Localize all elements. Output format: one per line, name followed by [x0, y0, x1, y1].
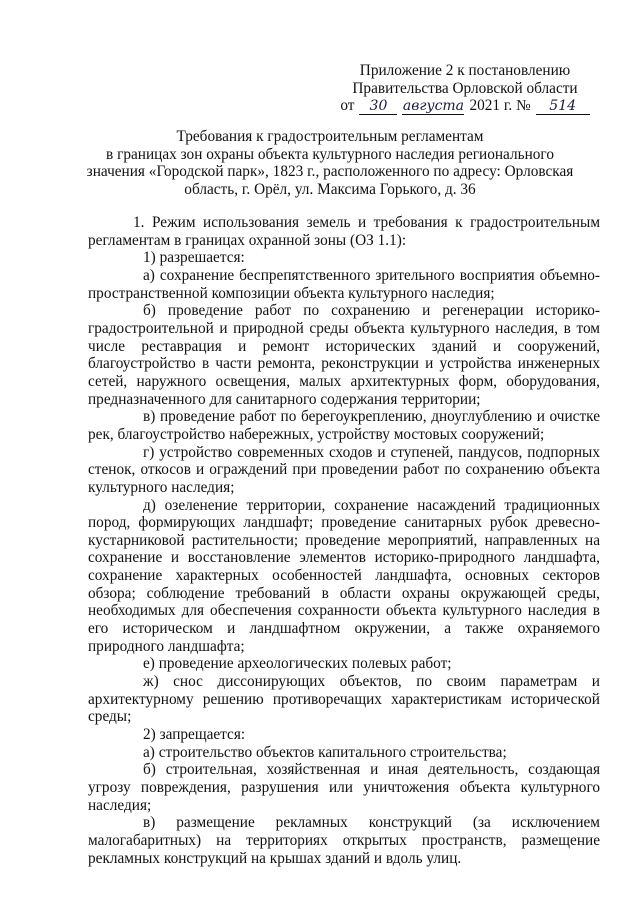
paragraph-allowed-d: д) озеленение территории, сохранение насаждений традиционных пород, формирующих ландшафт; проведение санитарных рубок древесно-кустарниковой растительности; проведение мероприятий, направленных на сохранение и восстановление элементов историко-природного ландшафта, сохранение характерных особенностей ландшафта, основных секторов обзора; соблюдение требований в области охраны окружающей среды, необходимых для обеспечения сохранности объекта культурного наследия в его историческом и ландшафтном окружении, а также охраняемого природного ландшафта;	[88, 496, 600, 655]
title-line-4: область, г. Орёл, ул. Максима Горького, д. 36	[184, 180, 476, 198]
paragraph-main-regime: 1. Режим использования земель и требования к градостроительным регламентам в границах охранной зоны (ОЗ 1.1):	[88, 214, 600, 249]
paragraph-forbidden-a: а) строительство объектов капитального строительства;	[143, 743, 507, 761]
title-line-3: значения «Городской парк», 1823 г., расположенного по адресу: Орловская	[86, 163, 574, 181]
paragraph-allowed-b: б) проведение работ по сохранению и регенерации историко-градостроительной и природной среды объекта культурного наследия, в том числе реставрация и ремонт исторических зданий и сооружений, благоустройство в части ремонта, реконструкции и устройства инженерных сетей, наружного освещения, малых архитектурных форм, оборудования, предназначенного для санитарного содержания территории;	[88, 302, 600, 408]
appendix-header	[330, 62, 600, 115]
handwritten-number: 514	[536, 98, 590, 115]
document-title	[60, 128, 600, 198]
title-line-2: в границах зон охраны объекта культурного наследия регионального	[106, 145, 554, 163]
paragraph-allowed-g: г) устройство современных сходов и ступеней, пандусов, подпорных стенок, откосов и ограждений при проведении работ по сохранению объекта культурного наследия;	[88, 443, 600, 496]
year-number-label: 2021 г. №	[469, 97, 531, 114]
paragraph-allowed-heading: 1) разрешается:	[143, 249, 245, 267]
handwritten-month: августа	[402, 97, 465, 114]
paragraph-allowed-e: е) проведение археологических полевых работ;	[143, 655, 452, 673]
document-body	[88, 214, 600, 867]
appendix-line-2: Правительства Орловской области	[352, 79, 578, 97]
paragraph-forbidden-heading: 2) запрещается:	[143, 726, 246, 744]
from-label: от	[340, 97, 355, 114]
title-line-1: Требования к градостроительным регламентам	[176, 128, 484, 145]
handwritten-day: 30	[359, 98, 397, 115]
paragraph-allowed-v: в) проведение работ по берегоукреплению, дноуглублению и очистке рек, благоустройство набережных, устройству мостовых сооружений;	[88, 408, 600, 443]
paragraph-allowed-a: а) сохранение беспрепятственного зрительного восприятия объемно-пространственной композиции объекта культурного наследия;	[88, 266, 600, 302]
appendix-line-1: Приложение 2 к постановлению	[359, 62, 571, 79]
date-number-line	[330, 97, 600, 115]
paragraph-forbidden-b: б) строительная, хозяйственная и иная деятельность, создающая угрозу повреждения, разрушения или уничтожения объекта культурного наследия;	[88, 761, 600, 814]
paragraph-allowed-zh: ж) снос диссонирующих объектов, по своим параметрам и архитектурному решению противоречащих характеристикам исторической среды;	[88, 673, 600, 726]
paragraph-forbidden-v: в) размещение рекламных конструкций (за исключением малогабаритных) на территориях открытых пространств, размещение рекламных конструкций на крышах зданий и вдоль улиц.	[88, 814, 600, 867]
